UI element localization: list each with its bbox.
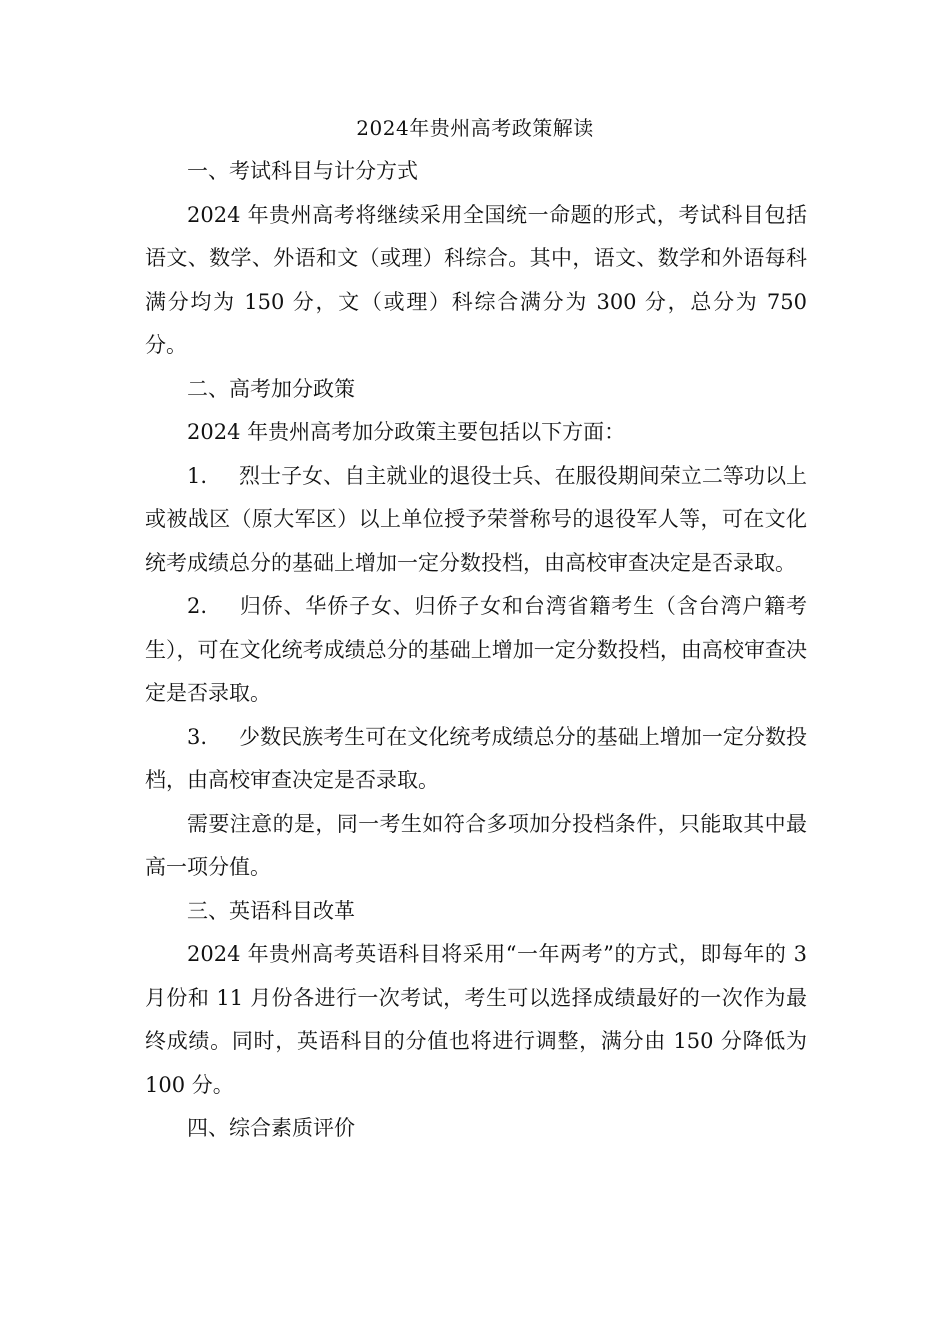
list-item [145,585,807,716]
list-item-number: 1. [187,463,208,488]
list-item-number: 3. [187,724,208,749]
list-item [145,716,807,803]
list-item-number: 2. [187,594,208,618]
list-item-text: 归侨、华侨子女、归侨子女和台湾省籍考生（含台湾户籍考生），可在文化统考成绩总分的基础上增加一定分数投档，由高校审查决定是否录取。 [145,594,807,705]
paragraph: 2024 年贵州高考将继续采用全国统一命题的形式，考试科目包括语文、数学、外语和文（或理）科综合。其中，语文、数学和外语每科满分均为 150 分，文（或理）科综合满分为 300 分，总分为 750 分。 [145,202,807,357]
list-item-text: 少数民族考生可在文化统考成绩总分的基础上增加一定分数投档，由高校审查决定是否录取。 [145,724,807,792]
document-title: 2024年贵州高考政策解读 [356,116,594,140]
section-heading-3: 三、英语科目改革 [187,898,355,923]
paragraph: 2024 年贵州高考英语科目将采用“一年两考”的方式，即每年的 3 月份和 11 月份各进行一次考试，考生可以选择成绩最好的一次作为最终成绩。同时，英语科目的分值也将进行调整，满分由 150 分降低为 100 分。 [145,942,807,1097]
paragraph: 2024 年贵州高考加分政策主要包括以下方面： [187,420,626,444]
list-item-text: 烈士子女、自主就业的退役士兵、在服役期间荣立二等功以上或被战区（原大军区）以上单位授予荣誉称号的退役军人等，可在文化统考成绩总分的基础上增加一定分数投档，由高校审查决定是否录取。 [145,463,807,575]
section-heading-2: 二、高考加分政策 [187,376,355,401]
document-body [145,150,807,1151]
list-item [145,455,807,586]
section-heading-1: 一、考试科目与计分方式 [187,159,418,183]
paragraph: 需要注意的是，同一考生如符合多项加分投档条件，只能取其中最高一项分值。 [145,811,807,879]
section-heading-4: 四、综合素质评价 [187,1116,355,1140]
